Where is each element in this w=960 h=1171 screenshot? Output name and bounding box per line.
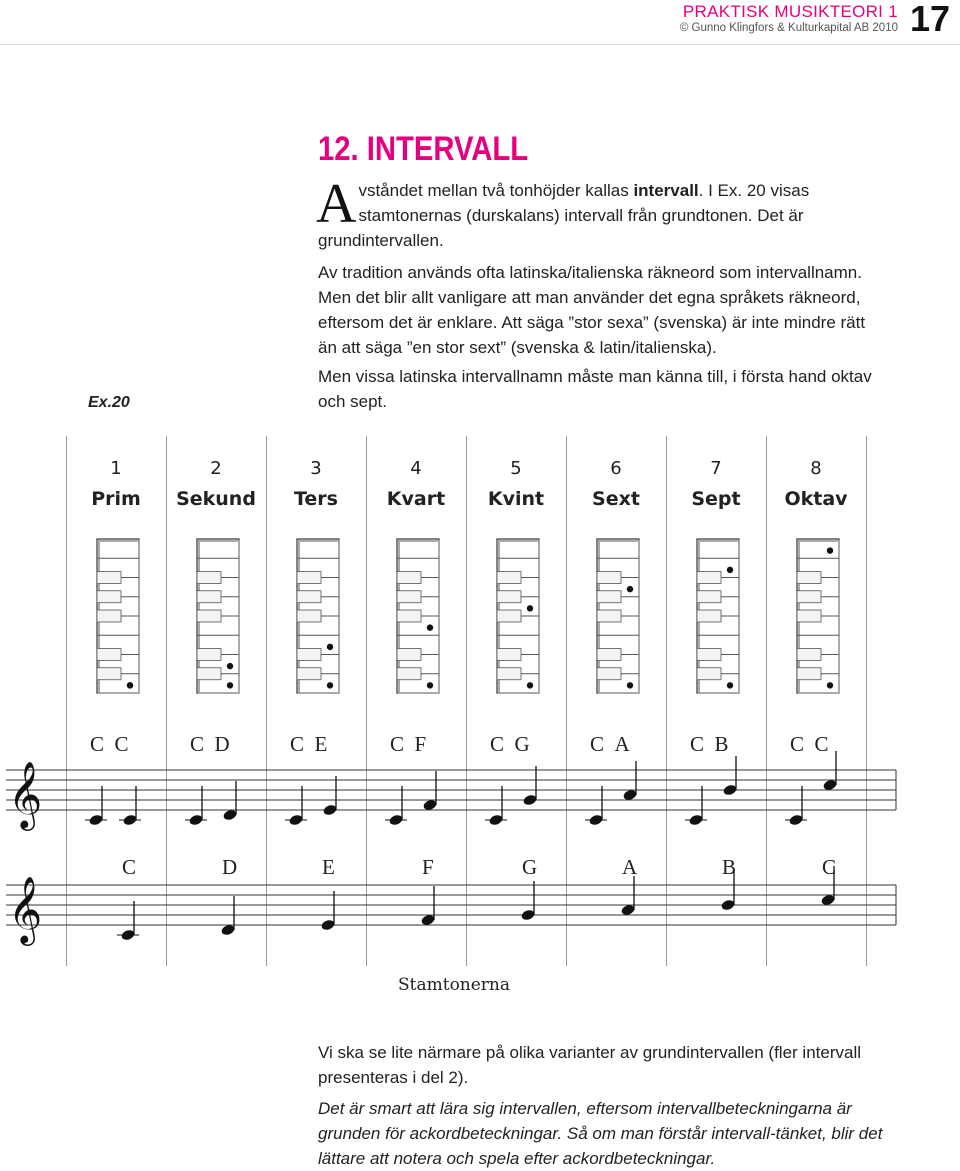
stamton-letter: A [622, 855, 638, 879]
stamton-letter: F [422, 855, 434, 879]
interval-name: Kvint [487, 488, 545, 510]
piano-keys-icon [396, 538, 440, 694]
copyright-notice: © Gunno Klingfors & Kulturkapital AB 2010 [679, 22, 898, 34]
note-head [222, 781, 237, 821]
note-head [285, 786, 307, 826]
stamton-letter: C [822, 855, 837, 879]
note-head [385, 786, 407, 826]
treble-clef-icon: 𝄞 [8, 875, 43, 943]
note-head [720, 871, 735, 911]
piano-keys-icon [196, 538, 240, 694]
note-head [422, 771, 437, 811]
interval-number: 1 [110, 458, 122, 479]
stamton-letter: B [722, 855, 737, 879]
piano-keys-icon [96, 538, 140, 694]
outro-paragraph: Vi ska se lite närmare på olika varianter av grundintervallen (fler intervall presenteras i del 2). [318, 1043, 861, 1087]
interval-pair-letters: C A [590, 732, 630, 756]
note-head [220, 896, 235, 936]
intro-text: vståndet mellan två tonhöjder kallas [358, 181, 634, 200]
interval-pair-letters: C C [90, 732, 129, 756]
piano-keys-icon [296, 538, 340, 694]
intro-bold-term: intervall [633, 181, 699, 200]
interval-pair-letters: C D [190, 732, 230, 756]
latin-names-paragraph: Men vissa latinska intervallnamn måste man känna till, i första hand oktav och sept. [318, 367, 872, 411]
interval-name: Ters [293, 488, 338, 510]
piano-keys-icon [696, 538, 740, 694]
treble-clef-icon: 𝄞 [8, 760, 43, 828]
interval-name: Sept [691, 488, 741, 510]
staff-caption: Stamtonerna [398, 975, 511, 995]
piano-keys-icon [796, 538, 840, 694]
note-head [485, 786, 507, 826]
note-head [119, 786, 141, 826]
interval-number: 8 [810, 458, 822, 479]
note-head [622, 761, 637, 801]
note-head [585, 786, 607, 826]
stamton-letter: E [322, 855, 335, 879]
interval-number: 4 [410, 458, 422, 479]
interval-number: 6 [610, 458, 622, 479]
interval-number: 7 [710, 458, 722, 479]
intro-paragraph [316, 173, 878, 253]
tradition-paragraph: Av tradition används ofta latinska/italienska räkneord som intervallnamn. Men det blir allt vanligare att man använder det egna språkets räkneord, eftersom det är enklare. Att säga ”stor sexa” (svenska) är inte mindre rätt än att säga ”en stor sext” (svenska & latin/italienska). [318, 263, 866, 357]
header-divider [0, 44, 960, 45]
interval-number: 3 [310, 458, 322, 479]
piano-keys-icon [596, 538, 640, 694]
note-head [522, 766, 537, 806]
note-head [322, 776, 337, 816]
interval-name: Sekund [176, 488, 256, 510]
note-head [620, 876, 635, 916]
music-staves [0, 730, 960, 950]
interval-pair-letters: C G [490, 732, 530, 756]
interval-number: 5 [510, 458, 522, 479]
stamton-letter: C [122, 855, 137, 879]
chapter-title: 12. INTERVALL [318, 130, 529, 168]
stamton-letter: D [222, 855, 238, 879]
note-head [85, 786, 107, 826]
interval-staff [6, 751, 896, 831]
interval-pair-letters: C E [290, 732, 328, 756]
note-head [117, 901, 139, 941]
note-head [185, 786, 207, 826]
interval-name: Prim [91, 488, 141, 510]
example-label: Ex.20 [88, 394, 130, 411]
note-head [822, 751, 837, 791]
book-title: PRAKTISK MUSIKTEORI 1 [682, 2, 898, 21]
note-head [320, 891, 335, 931]
interval-pair-letters: C F [390, 732, 427, 756]
note-head [685, 786, 707, 826]
page-number: 17 [909, 0, 950, 39]
note-head [420, 886, 435, 926]
note-head [520, 881, 535, 921]
tip-paragraph: Det är smart att lära sig intervallen, eftersom intervallbeteckningarna är grunden för ackordbeteckningar. Så om man förstår intervall-tänket, blir det lättare att notera och spela efter ackordbeteckningar. [318, 1099, 883, 1168]
note-head [722, 756, 737, 796]
stamton-letter: G [522, 855, 538, 879]
piano-keys-icon [496, 538, 540, 694]
note-head [785, 786, 807, 826]
drop-cap: A [316, 173, 357, 235]
interval-pair-letters: C C [790, 732, 829, 756]
stamtoner-staff [6, 866, 896, 946]
interval-number: 2 [210, 458, 222, 479]
interval-name: Oktav [784, 488, 848, 510]
note-head [820, 866, 835, 906]
interval-name: Kvart [386, 488, 446, 510]
interval-pair-letters: C B [690, 732, 729, 756]
interval-name: Sext [592, 488, 640, 510]
intro-tail: . I Ex. 20 visas stamtonernas (durskalans) intervall från grundtonen. Det är grundintervallen. [318, 181, 810, 250]
